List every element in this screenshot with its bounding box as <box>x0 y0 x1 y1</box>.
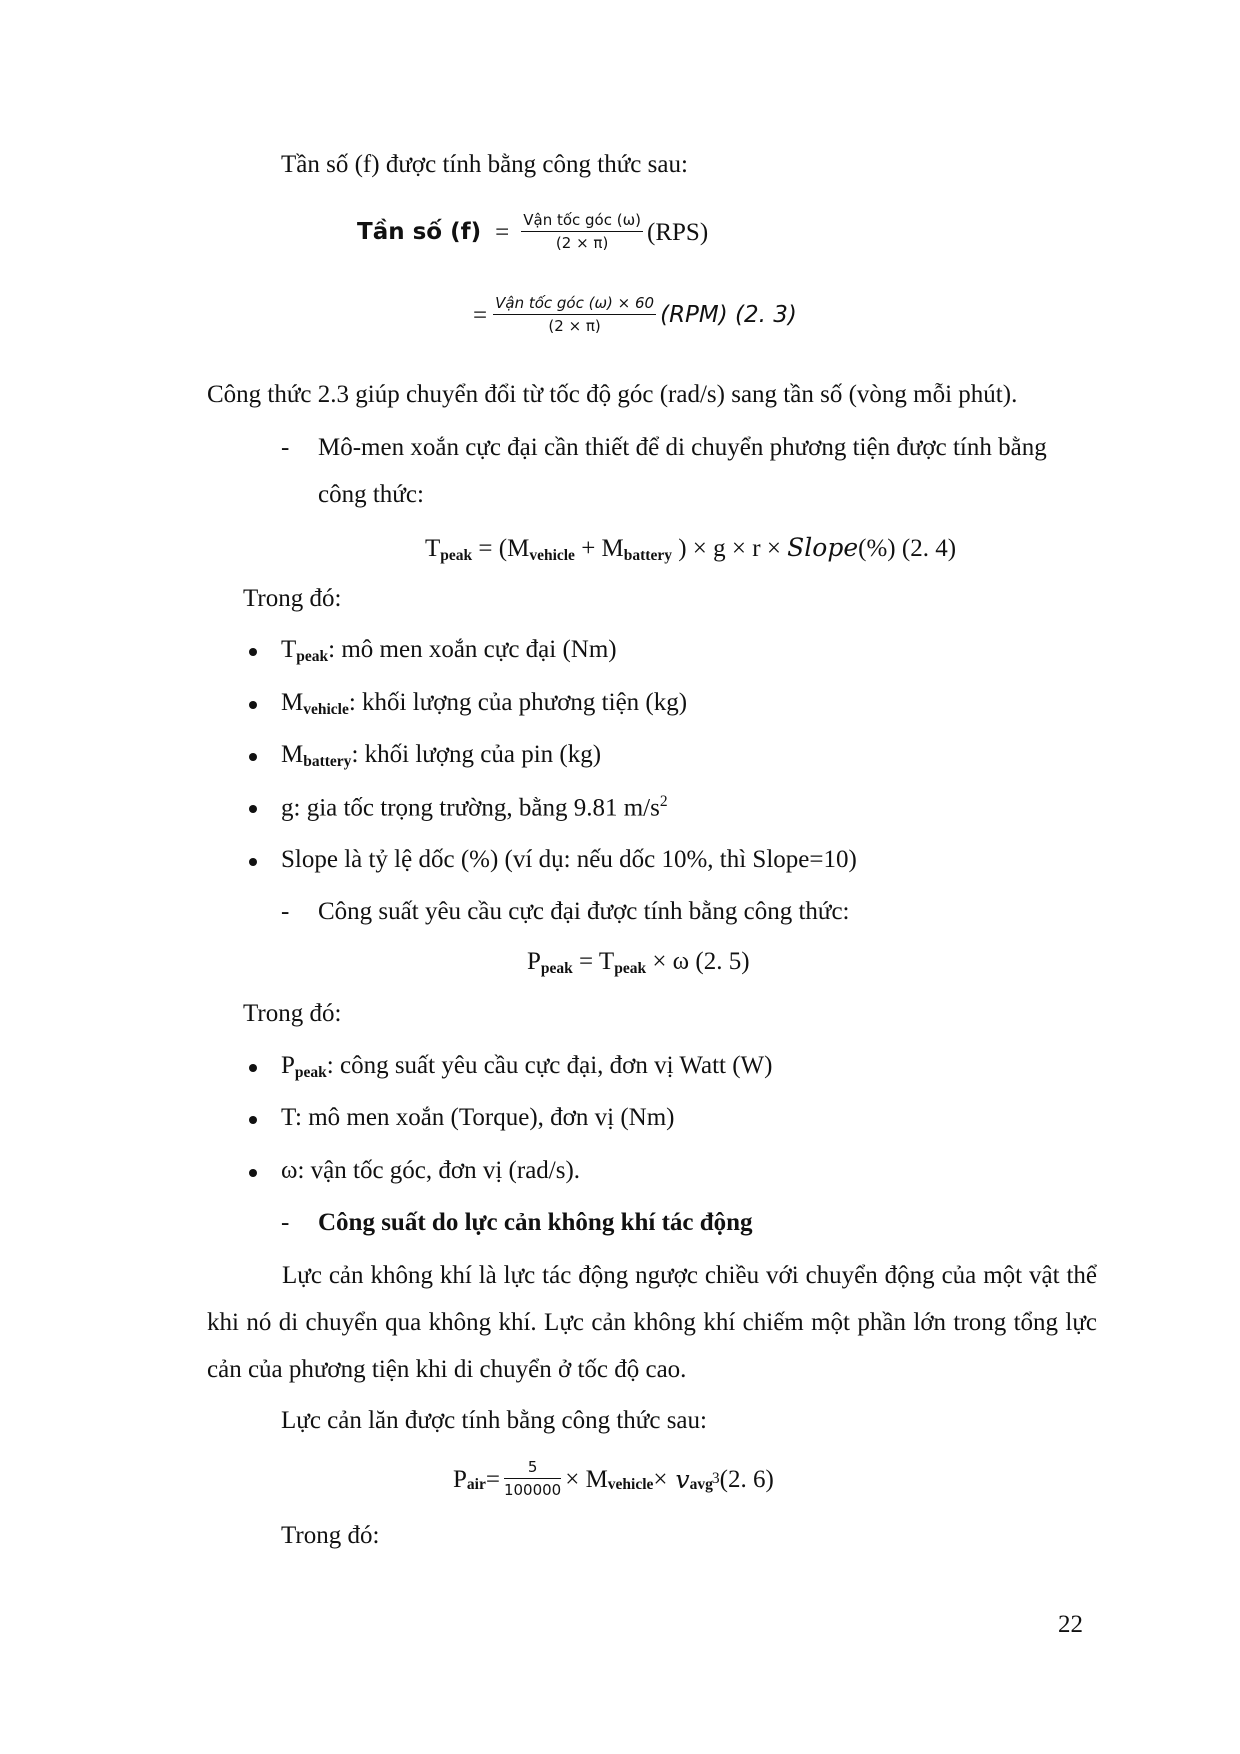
bullet-icon <box>249 858 257 866</box>
dash-marker: - <box>281 898 290 925</box>
subscript: peak <box>440 546 473 564</box>
list-item: $T_{peak}$: mô men xoắn cực đại (Nm) <box>281 636 617 665</box>
fraction-denominator: 100000 <box>503 1481 562 1499</box>
fraction-numerator: Vận tốc góc (ω) × 60 <box>493 296 656 315</box>
torque-intro-line1: Mô-men xoắn cực đại cần thiết để di chuyển phương tiện được tính bằng <box>318 434 1047 461</box>
eq-text: ) × g × r × <box>671 535 781 562</box>
fraction-numerator: 5 <box>504 1460 561 1479</box>
power-intro: Công suất yêu cầu cực đại được tính bằng công thức: <box>318 898 850 925</box>
fraction <box>493 296 656 334</box>
eq-equals: = <box>473 301 488 329</box>
list-item: $M_{battery}$: khối lượng của pin (kg) <box>281 741 602 770</box>
list-item: $M_{vehicle}$: khối lượng của phương tiện (kg) <box>281 689 688 718</box>
bullet-icon <box>249 1116 257 1124</box>
where-label: Trong đó: <box>243 585 342 612</box>
air-paragraph: Lực cản không khí là lực tác động ngược chiều với chuyển động của một vật thể khi nó di chuyển qua không khí. Lực cản không khí chiếm một phần lớn trong tổng lực cản của phương tiện khi di chuyển ở tốc độ cao. <box>207 1262 1097 1383</box>
dash-marker: - <box>281 434 290 461</box>
bullet-icon <box>249 648 257 656</box>
eq-text: + M <box>574 535 624 562</box>
torque-intro-line2: công thức: <box>318 481 424 508</box>
fraction-numerator: Vận tốc góc (ω) <box>521 213 643 232</box>
symbol-t: T <box>425 535 441 562</box>
freq-intro: Tần số (f) được tính bằng công thức sau: <box>281 151 688 178</box>
equation-2-3-line2 <box>473 296 797 334</box>
list-item: g: gia tốc trọng trường, bằng 9.81 $m/s^2$ <box>281 793 668 822</box>
unit-rpm-label: (RPM) (2. 3) <box>660 301 797 328</box>
eq-equals: = <box>495 218 510 246</box>
subscript: battery <box>623 546 672 564</box>
list-item: ω: vận tốc góc, đơn vị (rad/s). <box>281 1157 581 1184</box>
bullet-icon <box>249 1064 257 1072</box>
bullet-icon <box>249 753 257 761</box>
list-item: $P_{peak}$: công suất yêu cầu cực đại, đơn vị Watt (W) <box>281 1052 773 1081</box>
eq23-description: Công thức 2.3 giúp chuyển đổi từ tốc độ góc (rad/s) sang tần số (vòng mỗi phút). <box>207 381 1018 408</box>
fraction-denominator: (2 × π) <box>555 234 609 252</box>
equation-2-4 <box>425 535 956 563</box>
slope-symbol: Slope <box>787 533 859 562</box>
equation-2-6: P $_{air}$ = $\frac{5}{100000}$ × M $_{vehicle}$ × v $_{avg}$ $^3$ (2. 6) <box>453 1458 774 1499</box>
list-item: Slope là tỷ lệ dốc (%) (ví dụ: nếu dốc 10%, thì Slope=10) <box>281 846 857 873</box>
list-item: T: mô men xoắn (Torque), đơn vị (Nm) <box>281 1104 675 1131</box>
rolling-intro: Lực cản lăn được tính bằng công thức sau: <box>281 1407 707 1434</box>
bullet-icon <box>249 701 257 709</box>
where-label: Trong đó: <box>243 1000 342 1027</box>
eq-text: = (M <box>472 535 530 562</box>
eq-text: (%) (2. 4) <box>858 535 957 562</box>
fraction-denominator: (2 × π) <box>548 317 601 335</box>
eq-lhs: Tần số (f) <box>357 218 482 245</box>
page-number: 22 <box>1058 1611 1083 1638</box>
equation-2-5: $P_{peak} = T_{peak} \times \omega$ (2. 5) <box>527 948 750 977</box>
equation-2-3-line1 <box>357 213 708 251</box>
dash-marker: - <box>281 1209 290 1236</box>
bullet-icon <box>249 1169 257 1177</box>
where-label: Trong đó: <box>281 1522 380 1549</box>
section-heading: Công suất do lực cản không khí tác động <box>318 1209 753 1236</box>
unit-rps: (RPS) <box>647 218 709 246</box>
subscript: vehicle <box>529 546 575 564</box>
fraction <box>521 213 643 251</box>
fraction <box>504 1460 561 1498</box>
bullet-icon <box>249 805 257 813</box>
